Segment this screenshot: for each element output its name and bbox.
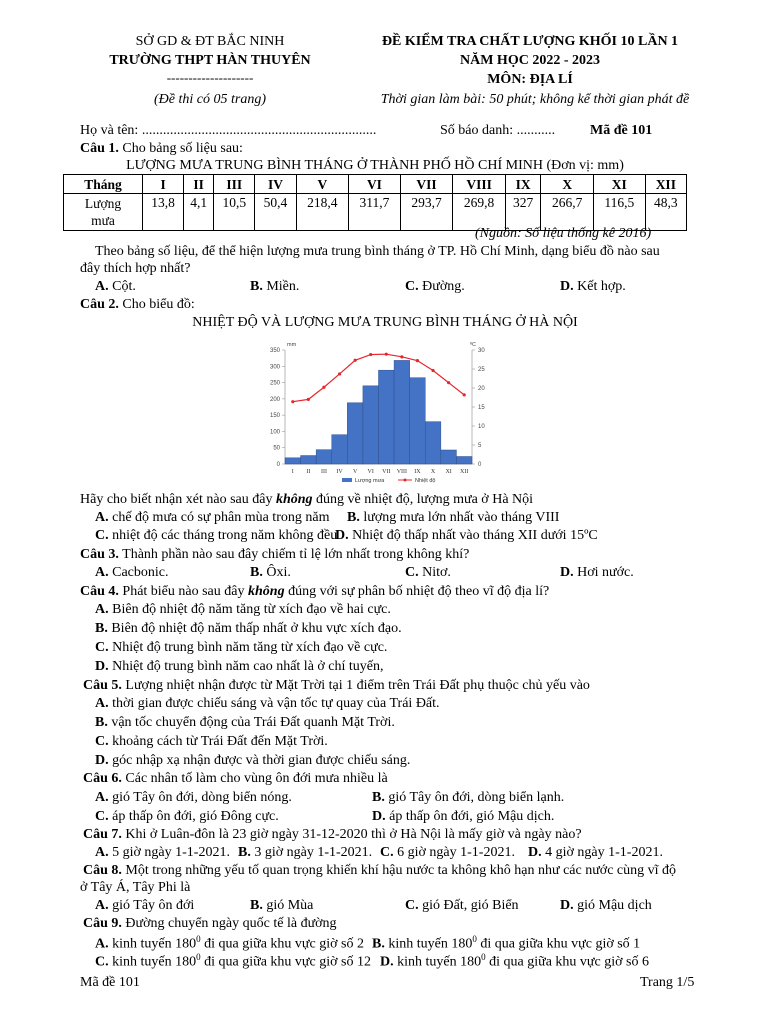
temperature-point xyxy=(447,381,450,384)
x-axis-tick-label: XII xyxy=(460,469,469,475)
q7-option-c[interactable]: C. 6 giờ ngày 1-1-2021. xyxy=(380,845,515,860)
department-name: SỞ GD & ĐT BẮC NINH xyxy=(135,34,285,49)
temperature-point xyxy=(416,359,419,362)
table-title: LƯỢNG MƯA TRUNG BÌNH THÁNG Ở THÀNH PHỐ HỒ CHÍ MINH (Đơn vị: mm) xyxy=(126,158,624,173)
q9-option-c[interactable]: C. kinh tuyến $180^0$ đi qua giữa khu vực giờ số 12 xyxy=(95,952,371,970)
right-axis-tick-label: 25 xyxy=(478,367,485,373)
table-header-cell: II xyxy=(184,175,214,194)
question-1-stem-cont: đây thích hợp nhất? xyxy=(80,261,191,276)
x-axis-tick-label: X xyxy=(430,469,436,475)
temperature-point xyxy=(322,386,325,389)
question-8-stem: Câu 8. Một trong những yếu tố quan trọng khiến khí hậu nước ta không khô hạn như các nước cùng vĩ độ xyxy=(83,863,677,878)
header-divider: -------------------- xyxy=(166,70,254,85)
school-name: TRƯỜNG THPT HÀN THUYÊN xyxy=(109,53,311,68)
rainfall-bar xyxy=(332,435,348,464)
table-header-cell: XII xyxy=(645,175,686,194)
legend-temperature-label: Nhiệt độ xyxy=(415,478,436,484)
q4-option-d[interactable]: D. Nhiệt độ trung bình năm cao nhất là ở chí tuyến, xyxy=(95,659,384,674)
temperature-point xyxy=(385,353,388,356)
student-id-field: Số báo danh: ........... xyxy=(440,123,556,138)
left-axis-tick-label: 0 xyxy=(276,462,280,468)
q4-option-b[interactable]: B. Biên độ nhiệt độ năm thấp nhất ở khu vực xích đạo. xyxy=(95,621,402,636)
x-axis-tick-label: I xyxy=(291,469,294,475)
q9-option-d[interactable]: D. kinh tuyến $180^0$ đi qua giữa khu vực giờ số 6 xyxy=(380,952,649,970)
table-cell: 269,8 xyxy=(453,194,506,231)
x-axis-tick-label: XI xyxy=(445,469,452,475)
table-header-cell: Tháng xyxy=(64,175,143,194)
q5-option-b[interactable]: B. vận tốc chuyển động của Trái Đất quanh Mặt Trời. xyxy=(95,715,395,730)
table-source: (Nguồn: Số liệu thống kê 2016) xyxy=(475,226,652,241)
q5-option-c[interactable]: C. khoảng cách từ Trái Đất đến Mặt Trời. xyxy=(95,734,328,749)
q9-option-b[interactable]: B. kinh tuyến $180^0$ đi qua giữa khu vực giờ số 1 xyxy=(372,934,641,952)
left-axis-tick-label: 150 xyxy=(269,413,280,420)
temperature-point xyxy=(463,393,466,396)
temperature-point xyxy=(291,400,294,403)
rainfall-bar xyxy=(441,450,457,464)
subject: MÔN: ĐỊA LÍ xyxy=(487,72,573,87)
question-9-stem: Câu 9. Đường chuyển ngày quốc tế là đường xyxy=(83,916,337,931)
temperature-point xyxy=(431,369,434,372)
table-header-cell: IX xyxy=(505,175,541,194)
question-2-stem: Hãy cho biết nhận xét nào sau đây không đúng về nhiệt độ, lượng mưa ở Hà Nội xyxy=(80,492,534,507)
rainfall-bar xyxy=(410,378,426,464)
question-5-stem: Câu 5. Lượng nhiệt nhận được từ Mặt Trời tại 1 điểm trên Trái Đất phụ thuộc chủ yếu vào xyxy=(83,678,590,693)
right-axis-tick-label: 0 xyxy=(478,462,482,468)
right-axis-tick-label: 10 xyxy=(478,424,485,430)
temperature-point xyxy=(307,398,310,401)
q2-option-d[interactable]: D. Nhiệt độ thấp nhất vào tháng XII dưới 15ºC xyxy=(335,528,598,543)
temperature-point xyxy=(369,353,372,356)
table-header-cell: VI xyxy=(349,175,401,194)
left-axis-tick-label: 350 xyxy=(269,348,280,354)
q6-option-b[interactable]: B. gió Tây ôn đới, dòng biển lạnh. xyxy=(372,790,565,805)
right-axis-tick-label: 15 xyxy=(478,405,485,411)
table-header-row xyxy=(64,175,687,194)
q2-option-c[interactable]: C. nhiệt độ các tháng trong năm không đều xyxy=(95,528,338,543)
exam-title: ĐỀ KIỂM TRA CHẤT LƯỢNG KHỐI 10 LẦN 1 xyxy=(381,34,679,49)
table-cell: 311,7 xyxy=(349,194,401,231)
q3-option-b[interactable]: B. Ôxi. xyxy=(250,565,291,580)
q5-option-a[interactable]: A. thời gian được chiếu sáng và vận tốc tự quay của Trái Đất. xyxy=(95,696,440,711)
rainfall-bar xyxy=(316,450,332,464)
right-axis-tick-label: 30 xyxy=(478,348,485,354)
table-header-cell: IV xyxy=(255,175,296,194)
table-header-cell: I xyxy=(143,175,184,194)
question-2-intro: Câu 2. Cho biểu đồ: xyxy=(80,297,195,312)
temperature-point xyxy=(338,372,341,375)
q7-option-d[interactable]: D. 4 giờ ngày 1-1-2021. xyxy=(528,845,663,860)
left-axis-tick-label: 200 xyxy=(269,396,280,403)
q3-option-d[interactable]: D. Hơi nước. xyxy=(560,565,634,580)
rainfall-table xyxy=(63,174,687,231)
x-axis-tick-label: II xyxy=(306,469,311,475)
table-header-cell: V xyxy=(296,175,349,194)
left-axis-unit: mm xyxy=(287,342,297,348)
table-cell: 293,7 xyxy=(400,194,453,231)
table-cell: 48,3 xyxy=(645,194,686,231)
climate-chart xyxy=(250,338,510,488)
q3-option-a[interactable]: A. Cacbonic. xyxy=(95,565,169,580)
temperature-point xyxy=(354,359,357,362)
rainfall-bar xyxy=(301,456,317,464)
x-axis-tick-label: VI xyxy=(367,469,374,475)
q1-option-c[interactable]: C. Đường. xyxy=(405,279,465,294)
table-row-label: Lượng mưa xyxy=(64,194,143,231)
table-cell: 218,4 xyxy=(296,194,349,231)
table-header-cell: X xyxy=(541,175,594,194)
q3-option-c[interactable]: C. Nitơ. xyxy=(405,565,451,580)
q6-option-d[interactable]: D. áp thấp ôn đới, gió Mậu dịch. xyxy=(372,809,555,824)
q8-option-c[interactable]: C. gió Đất, gió Biển xyxy=(405,898,519,913)
question-1-intro: Câu 1. Cho bảng số liệu sau: xyxy=(80,141,243,156)
q8-option-a[interactable]: A. gió Tây ôn đới xyxy=(95,898,195,913)
q8-option-d[interactable]: D. gió Mậu dịch xyxy=(560,898,652,913)
left-axis-tick-label: 250 xyxy=(269,380,280,387)
q1-option-d[interactable]: D. Kết hợp. xyxy=(560,279,626,294)
table-cell: 266,7 xyxy=(541,194,594,231)
q2-option-b[interactable]: B. lượng mưa lớn nhất vào tháng VIII xyxy=(347,510,560,525)
table-cell: 4,1 xyxy=(184,194,214,231)
rainfall-bar xyxy=(347,403,363,464)
school-year: NĂM HỌC 2022 - 2023 xyxy=(460,53,600,68)
rainfall-bar xyxy=(394,360,410,464)
q1-option-a[interactable]: A. Cột. xyxy=(95,279,136,294)
exam-code: Mã đề 101 xyxy=(590,123,653,138)
x-axis-tick-label: V xyxy=(352,469,358,475)
x-axis-tick-label: IV xyxy=(336,469,343,475)
table-header-cell: III xyxy=(214,175,255,194)
x-axis-tick-label: VIII xyxy=(396,469,408,475)
table-cell: 50,4 xyxy=(255,194,296,231)
table-cell: 327 xyxy=(505,194,541,231)
question-8-stem-cont: ở Tây Á, Tây Phi là xyxy=(80,880,191,895)
legend-rainfall-swatch xyxy=(342,478,352,482)
question-1-stem: Theo bảng số liệu, để thể hiện lượng mưa trung bình tháng ở TP. Hồ Chí Minh, dạng biểu đồ nào sau xyxy=(95,244,660,259)
table-header-cell: VIII xyxy=(453,175,506,194)
q9-option-a[interactable]: A. kinh tuyến $180^0$ đi qua giữa khu vực giờ số 2 xyxy=(95,934,364,952)
page-count-note: (Đề thi có 05 trang) xyxy=(154,92,266,107)
rainfall-bar xyxy=(425,422,441,464)
q6-option-a[interactable]: A. gió Tây ôn đới, dòng biển nóng. xyxy=(95,790,292,805)
table-cell: 116,5 xyxy=(593,194,645,231)
q7-option-a[interactable]: A. 5 giờ ngày 1-1-2021. xyxy=(95,845,230,860)
legend-temperature-marker xyxy=(404,479,407,482)
table-cell: 10,5 xyxy=(214,194,255,231)
left-axis-tick-label: 100 xyxy=(269,429,280,436)
right-axis-tick-label: 20 xyxy=(478,386,485,392)
q6-option-c[interactable]: C. áp thấp ôn đới, gió Đông cực. xyxy=(95,809,279,824)
q8-option-b[interactable]: B. gió Mùa xyxy=(250,898,314,913)
rainfall-bar xyxy=(363,386,379,464)
q4-option-a[interactable]: A. Biên độ nhiệt độ năm tăng từ xích đạo về hai cực. xyxy=(95,602,391,617)
table-row xyxy=(64,194,687,231)
rainfall-bar xyxy=(379,370,395,464)
table-header-cell: VII xyxy=(400,175,453,194)
chart-title: NHIỆT ĐỘ VÀ LƯỢNG MƯA TRUNG BÌNH THÁNG Ở HÀ NỘI xyxy=(192,315,578,330)
q2-option-a[interactable]: A. chế độ mưa có sự phân mùa trong năm xyxy=(95,510,330,525)
right-axis-tick-label: 5 xyxy=(478,443,482,449)
question-3-stem: Câu 3. Thành phần nào sau đây chiếm tỉ lệ lớn nhất trong không khí? xyxy=(80,547,470,562)
x-axis-tick-label: VII xyxy=(382,469,391,475)
footer-page-number: Trang 1/5 xyxy=(640,975,695,990)
left-axis-tick-label: 50 xyxy=(273,445,280,452)
question-7-stem: Câu 7. Khi ở Luân-đôn là 23 giờ ngày 31-12-2020 thì ở Hà Nội là mấy giờ và ngày nào? xyxy=(83,827,582,842)
table-header-cell: XI xyxy=(593,175,645,194)
time-note: Thời gian làm bài: 50 phút; không kể thời gian phát đề xyxy=(380,92,690,107)
rainfall-bar xyxy=(285,458,301,464)
x-axis-tick-label: III xyxy=(320,469,327,475)
q1-option-b[interactable]: B. Miền. xyxy=(250,279,300,294)
q7-option-b[interactable]: B. 3 giờ ngày 1-1-2021. xyxy=(238,845,373,860)
q4-option-c[interactable]: C. Nhiệt độ trung bình năm tăng từ xích đạo về cực. xyxy=(95,640,388,655)
question-4-stem: Câu 4. Phát biểu nào sau đây không đúng với sự phân bố nhiệt độ theo vĩ độ địa lí? xyxy=(80,584,550,599)
right-axis-unit: ºC xyxy=(470,342,476,348)
temperature-point xyxy=(400,355,403,358)
legend-rainfall-label: Lượng mưa xyxy=(355,478,385,484)
left-axis-tick-label: 300 xyxy=(269,364,280,371)
student-name-field: Họ và tên: ................................................................... xyxy=(80,123,377,138)
x-axis-tick-label: IX xyxy=(414,469,421,475)
rainfall-bar xyxy=(456,457,472,464)
footer-exam-code: Mã đề 101 xyxy=(80,975,140,990)
table-cell: 13,8 xyxy=(143,194,184,231)
question-6-stem: Câu 6. Các nhân tố làm cho vùng ôn đới mưa nhiều là xyxy=(83,771,388,786)
q5-option-d[interactable]: D. góc nhập xạ nhận được và thời gian được chiếu sáng. xyxy=(95,753,411,768)
